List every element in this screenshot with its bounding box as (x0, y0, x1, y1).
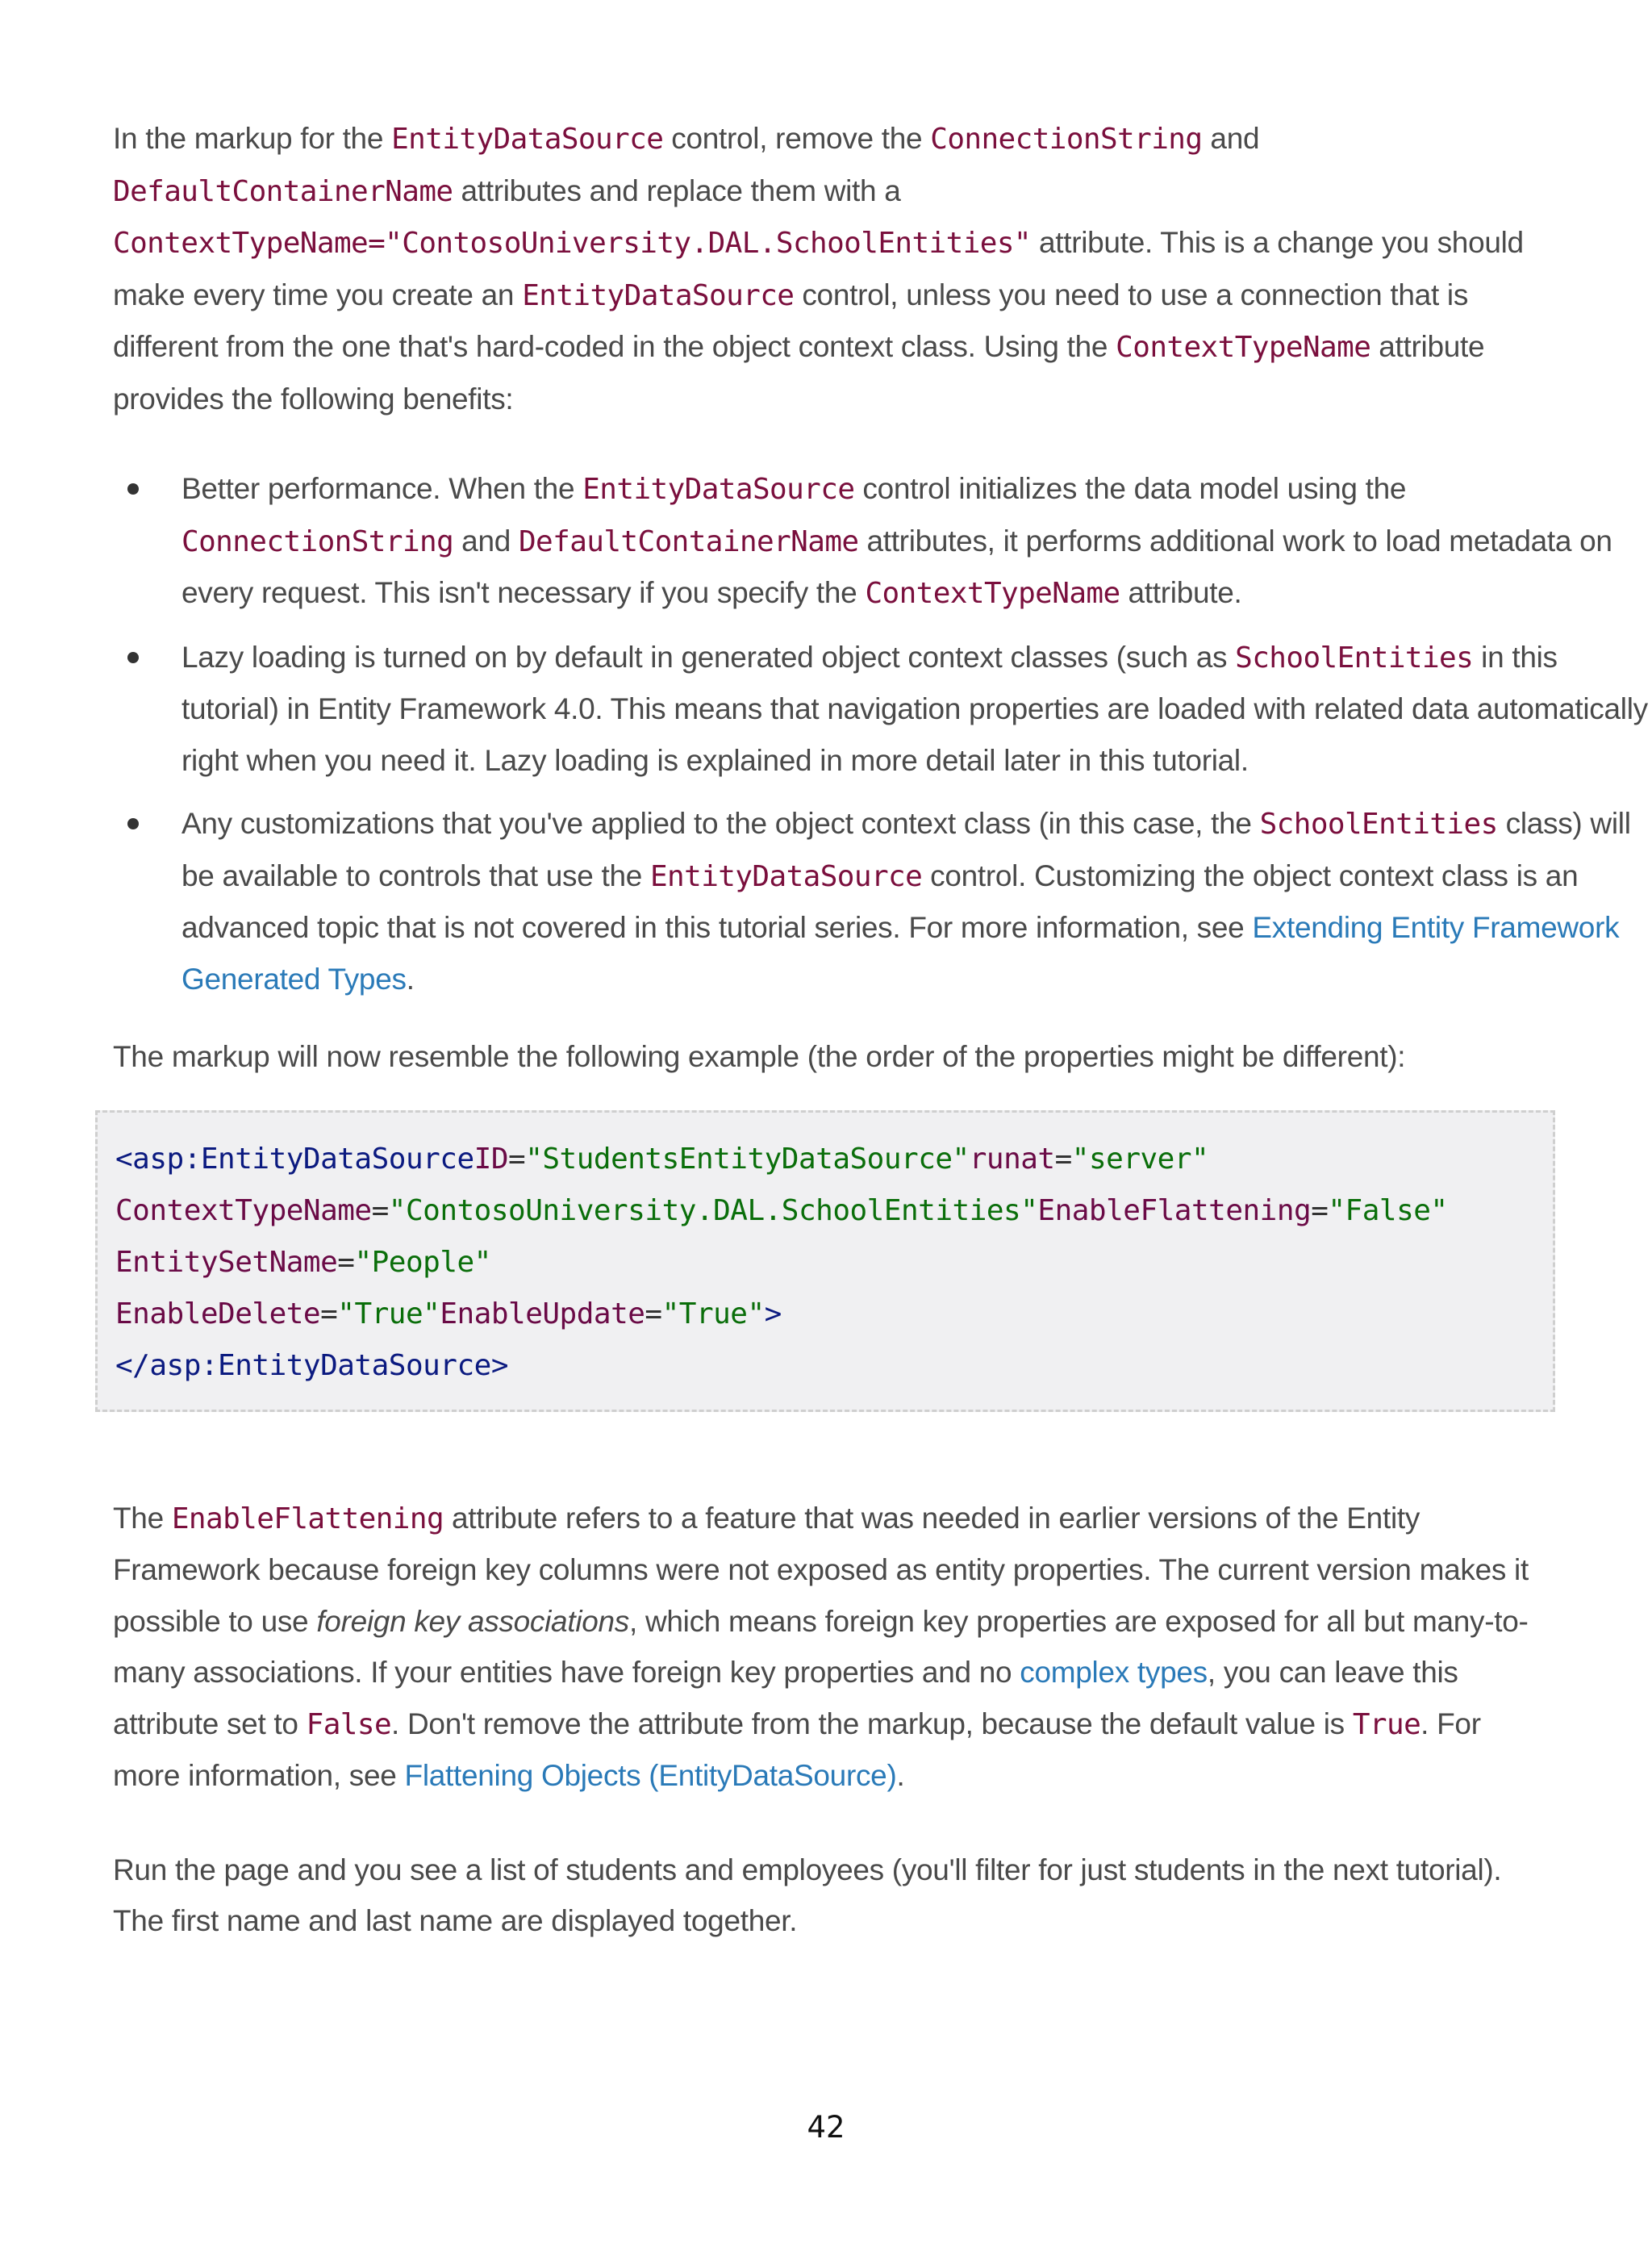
text: . (896, 1759, 905, 1792)
inline-code: ContextTypeName="ContosoUniversity.DAL.SchoolEntities" (113, 227, 1031, 260)
text: . (406, 962, 415, 996)
text: attribute refers to a feature that was needed in earlier versions of the Entity Framework because foreign key columns were not exposed as entity properties. The current version makes it possible to use (113, 1501, 1529, 1638)
inline-code: ContextTypeName (865, 577, 1120, 610)
code-eq: = (1311, 1193, 1329, 1227)
text: attributes, it performs additional work to load metadata on every request. This isn't necessary if you specify the (181, 524, 1612, 609)
inline-code: ConnectionString (181, 524, 454, 558)
text: . For more information, see (113, 1706, 1481, 1792)
text: control initializes the data model using the (854, 472, 1407, 505)
code-tag: <asp:EntityDataSource (115, 1142, 474, 1176)
code-tag: </asp:EntityDataSource> (115, 1348, 508, 1382)
code-attr: ID (473, 1142, 509, 1176)
code-eq: = (645, 1297, 662, 1331)
inline-code: ConnectionString (930, 123, 1203, 156)
code-line-5 (115, 1340, 1537, 1392)
code-value: "People" (354, 1245, 491, 1279)
text: The (113, 1501, 172, 1535)
flattening-paragraph (113, 1493, 1541, 1802)
inline-code: SchoolEntities (1259, 808, 1498, 841)
text: attributes and replace them with a (453, 173, 901, 207)
code-line-3 (115, 1237, 1537, 1289)
text: Any customizations that you've applied to the object context class (in this case, the (181, 807, 1260, 840)
text: attribute. (1120, 576, 1242, 609)
list-item (113, 632, 1652, 787)
code-attr: EntitySetName (115, 1245, 338, 1279)
text: Better performance. When the (181, 472, 583, 505)
inline-code: False (306, 1707, 392, 1741)
code-line-1 (115, 1134, 1537, 1185)
code-attr: EnableDelete (115, 1297, 321, 1331)
code-attr: ContextTypeName (115, 1193, 372, 1227)
text: control, remove the (663, 122, 931, 155)
inline-code: DefaultContainerName (518, 524, 859, 558)
code-eq: = (320, 1297, 338, 1331)
text: attribute. This is a change you should make every time you create an (113, 226, 1524, 311)
code-eq: = (1054, 1142, 1072, 1176)
code-attr: runat (969, 1142, 1055, 1176)
text: attribute provides the following benefits: (113, 330, 1485, 416)
intro-paragraph (113, 113, 1541, 424)
list-item (113, 463, 1652, 620)
inline-code: EntityDataSource (522, 278, 795, 312)
code-line-4 (115, 1289, 1537, 1340)
inline-code: EntityDataSource (649, 859, 923, 893)
text: in this tutorial) in Entity Framework 4.0. This means that navigation properties are loaded with related data automatically right when you need it. Lazy loading is explained in more detail later in this tutorial. (181, 640, 1648, 777)
run-page-paragraph: Run the page and you see a list of students and employees (you'll filter for just students in the next tutorial). The first name and last name are displayed together. (113, 1853, 1502, 1937)
page-number: 42 (807, 2110, 845, 2145)
link-extending-entity-framework[interactable]: Extending Entity Framework Generated Types (181, 911, 1620, 996)
inline-code: EntityDataSource (582, 473, 855, 506)
code-value: "StudentsEntityDataSource" (525, 1142, 970, 1176)
text: Lazy loading is turned on by default in generated object context classes (such as (181, 640, 1236, 674)
code-value: "True" (337, 1297, 440, 1331)
text: , which means foreign key properties are exposed for all but many-to-many associations. If your entities have foreign key properties and no (113, 1604, 1529, 1689)
document-page (113, 113, 1648, 1947)
code-value: "server" (1071, 1142, 1209, 1176)
list-item (113, 798, 1652, 1005)
text: class) will be available to controls that use the (181, 807, 1631, 892)
link-flattening-objects[interactable]: Flattening Objects (EntityDataSource) (404, 1759, 897, 1792)
code-attr: EnableFlattening (1037, 1193, 1312, 1227)
code-line-2 (115, 1185, 1537, 1237)
emphasis-text: foreign key associations (316, 1604, 629, 1638)
inline-code: ContextTypeName (1116, 331, 1371, 364)
code-eq: = (337, 1245, 355, 1279)
text: control. Customizing the object context class is an advanced topic that is not covered in this tutorial series. For more information, see (181, 858, 1579, 944)
code-attr: EnableUpdate (440, 1297, 645, 1331)
inline-code: DefaultContainerName (113, 174, 453, 208)
benefits-list (113, 463, 1648, 1005)
code-eq: = (371, 1193, 389, 1227)
code-value: "False" (1328, 1193, 1448, 1227)
inline-code: EntityDataSource (391, 123, 664, 156)
code-value: "ContosoUniversity.DAL.SchoolEntities" (388, 1193, 1038, 1227)
text: and (1202, 122, 1260, 155)
inline-code: EnableFlattening (171, 1502, 444, 1535)
code-eq: = (508, 1142, 526, 1176)
code-tag: > (764, 1297, 782, 1331)
text: control, unless you need to use a connection that is different from the one that's hard-coded in the object context class. Using the (113, 278, 1469, 363)
text: , you can leave this attribute set to (113, 1656, 1458, 1740)
code-block (95, 1110, 1555, 1412)
code-value: "True" (661, 1297, 765, 1331)
inline-code: SchoolEntities (1235, 641, 1474, 675)
link-complex-types[interactable]: complex types (1020, 1656, 1208, 1689)
markup-intro-paragraph: The markup will now resemble the following example (the order of the properties might be different): (113, 1040, 1406, 1073)
text: and (453, 524, 519, 558)
text: In the markup for the (113, 122, 392, 155)
inline-code: True (1352, 1707, 1421, 1741)
text: . Don't remove the attribute from the markup, because the default value is (391, 1706, 1353, 1740)
